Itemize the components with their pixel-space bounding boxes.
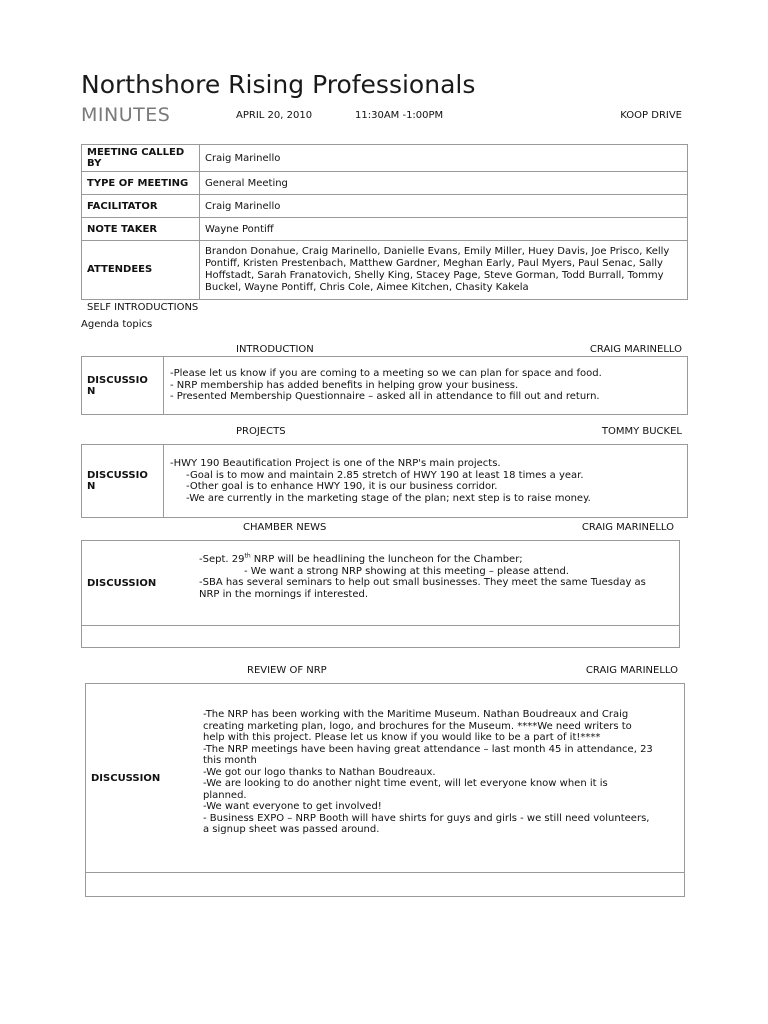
introduction-presenter: CRAIG MARINELLO: [589, 344, 682, 355]
meeting-info-table: [81, 144, 688, 300]
projects-notes: [164, 445, 687, 517]
review-presenter: CRAIG MARINELLO: [585, 665, 678, 676]
review-discussion-box: [85, 683, 685, 897]
chamber-presenter: CRAIG MARINELLO: [581, 522, 674, 533]
projects-discussion-box: [81, 444, 688, 518]
meeting-called-by-label: MEETING CALLED BY: [82, 145, 200, 172]
note-line: creating marketing plan, logo, and brochures for the Museum. ****We need writers to: [203, 720, 632, 732]
introduction-notes: [164, 357, 687, 414]
note-line: help with this project. Please let us know if you would like to be a part of it!****: [203, 732, 601, 743]
note-line: - Business EXPO – NRP Booth will have shirts for guys and girls - we still need volunteers,: [203, 812, 650, 824]
table-row: [82, 241, 688, 300]
note-taker-value: Wayne Pontiff: [200, 218, 688, 241]
introduction-discussion-box: [81, 356, 688, 415]
chamber-discussion-box: [81, 540, 680, 648]
facilitator-label: FACILITATOR: [82, 195, 200, 218]
note-line: planned.: [203, 789, 247, 801]
note-line: -Sept. 29th NRP will be headlining the luncheon for the Chamber;: [199, 552, 523, 565]
discussion-label: DISCUSSION: [91, 773, 161, 784]
note-line: -We are currently in the marketing stage of the plan; next step is to raise money.: [186, 492, 591, 504]
review-topic: REVIEW OF NRP: [247, 665, 327, 676]
chamber-notes: [199, 541, 679, 626]
note-line: - We want a strong NRP showing at this meeting – please attend.: [244, 565, 569, 577]
chamber-topic: CHAMBER NEWS: [243, 522, 327, 533]
note-line: -The NRP meetings have been having great attendance – last month 45 in attendance, 23: [203, 743, 653, 755]
self-introductions: SELF INTRODUCTIONS: [87, 302, 199, 313]
meeting-called-by-value: Craig Marinello: [200, 145, 688, 172]
meeting-type-value: General Meeting: [200, 172, 688, 195]
empty-row: [86, 872, 684, 896]
note-line: - Presented Membership Questionnaire – asked all in attendance to fill out and return.: [170, 391, 600, 402]
table-row: [82, 218, 688, 241]
attendees-label: ATTENDEES: [82, 241, 200, 300]
table-row: [82, 195, 688, 218]
note-line: -HWY 190 Beautification Project is one of the NRP's main projects.: [170, 458, 501, 469]
note-line: this month: [203, 755, 257, 766]
introduction-topic: INTRODUCTION: [236, 344, 314, 355]
note-line: -We want everyone to get involved!: [203, 801, 382, 812]
empty-row: [82, 625, 679, 647]
note-line: -The NRP has been working with the Maritime Museum. Nathan Boudreaux and Craig: [203, 709, 629, 720]
doc-type: MINUTES: [81, 104, 171, 126]
discussion-label: DISCUSSION: [87, 578, 157, 589]
note-line: -We are looking to do another night time event, will let everyone know when it is: [203, 778, 608, 789]
table-row: [82, 145, 688, 172]
agenda-topics-heading: Agenda topics: [81, 319, 153, 330]
note-line: -We got our logo thanks to Nathan Boudreaux.: [203, 766, 436, 778]
note-taker-label: NOTE TAKER: [82, 218, 200, 241]
discussion-label: DISCUSSIO N: [82, 445, 164, 517]
note-line: NRP in the mornings if interested.: [199, 588, 369, 600]
note-line: -Other goal is to enhance HWY 190, it is our business corridor.: [186, 481, 498, 492]
meeting-date: APRIL 20, 2010: [236, 110, 313, 121]
meeting-location: KOOP DRIVE: [620, 110, 682, 121]
org-title: Northshore Rising Professionals: [81, 70, 476, 99]
discussion-label: DISCUSSIO N: [82, 357, 164, 414]
table-row: [82, 172, 688, 195]
facilitator-value: Craig Marinello: [200, 195, 688, 218]
projects-topic: PROJECTS: [236, 426, 286, 437]
review-notes: [203, 684, 684, 873]
note-line: -Please let us know if you are coming to a meeting so we can plan for space and food.: [170, 368, 602, 379]
note-line: - NRP membership has added benefits in helping grow your business.: [170, 379, 519, 391]
projects-presenter: TOMMY BUCKEL: [601, 426, 682, 437]
meeting-type-label: TYPE OF MEETING: [82, 172, 200, 195]
note-line: a signup sheet was passed around.: [203, 824, 380, 835]
note-line: -Goal is to mow and maintain 2.85 stretch of HWY 190 at least 18 times a year.: [186, 469, 584, 481]
meeting-time: 11:30AM -1:00PM: [355, 110, 444, 121]
attendees-value: Brandon Donahue, Craig Marinello, Danielle Evans, Emily Miller, Huey Davis, Joe Prisco, Kelly Pontiff, Kristen Prestenbach, Matthew Gardner, Meghan Early, Paul Myers, Paul Senac, Sally Hoffstadt, Sarah Franatovich, Shelly King, Stacey Page, Steve Gorman, Todd Burrall, Tommy Buckel, Wayne Pontiff, Chris Cole, Aimee Kitchen, Chasity Kakela: [200, 241, 688, 300]
note-line: -SBA has several seminars to help out small businesses. They meet the same Tuesday as: [199, 577, 646, 588]
